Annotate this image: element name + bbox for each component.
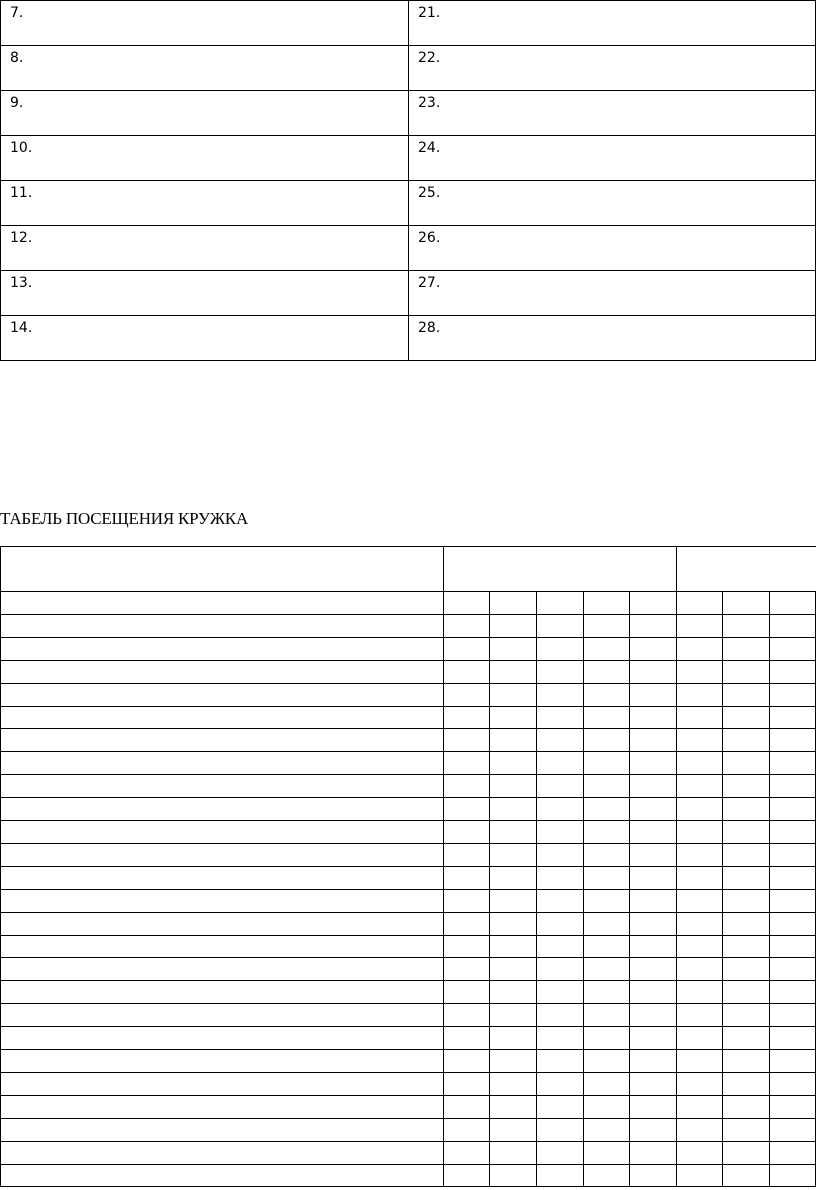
attendance-mark-cell[interactable] [676, 614, 722, 637]
attendance-mark-cell[interactable] [583, 728, 629, 751]
name-header-cell[interactable] [0, 546, 443, 591]
attendance-mark-cell[interactable] [629, 751, 676, 774]
attendance-mark-cell[interactable] [722, 706, 769, 728]
attendance-mark-cell[interactable] [722, 1141, 769, 1164]
attendance-mark-cell[interactable] [536, 935, 583, 957]
attendance-mark-cell[interactable] [769, 980, 815, 1003]
attendance-mark-cell[interactable] [722, 957, 769, 980]
attendance-mark-cell[interactable] [583, 912, 629, 935]
attendance-mark-cell[interactable] [676, 660, 722, 683]
attendance-mark-cell[interactable] [676, 820, 722, 843]
attendance-mark-cell[interactable] [722, 1095, 769, 1118]
attendance-title: ТАБЕЛЬ ПОСЕЩЕНИЯ КРУЖКА [0, 509, 249, 528]
attendance-mark-cell[interactable] [676, 751, 722, 774]
attendance-mark-cell[interactable] [536, 1003, 583, 1026]
attendance-mark-cell[interactable] [769, 728, 815, 751]
attendance-mark-cell[interactable] [536, 1072, 583, 1095]
student-name-cell[interactable] [0, 889, 443, 912]
attendance-mark-cell[interactable] [676, 980, 722, 1003]
attendance-mark-cell[interactable] [583, 1095, 629, 1118]
attendance-mark-cell[interactable] [536, 1095, 583, 1118]
attendance-mark-cell[interactable] [536, 637, 583, 660]
list-number-cell[interactable]: 23. [418, 95, 441, 111]
attendance-mark-cell[interactable] [583, 980, 629, 1003]
attendance-mark-cell[interactable] [536, 1026, 583, 1049]
student-name-cell[interactable] [0, 774, 443, 797]
attendance-mark-cell[interactable] [629, 820, 676, 843]
attendance-mark-cell[interactable] [676, 1118, 722, 1141]
attendance-mark-cell[interactable] [443, 1141, 489, 1164]
student-name-cell[interactable] [0, 866, 443, 889]
student-name-cell[interactable] [0, 1118, 443, 1141]
attendance-mark-cell[interactable] [722, 591, 769, 614]
grid-rule [0, 1186, 816, 1187]
attendance-mark-cell[interactable] [769, 614, 815, 637]
student-name-cell[interactable] [0, 1026, 443, 1049]
attendance-mark-cell[interactable] [629, 591, 676, 614]
attendance-mark-cell[interactable] [583, 1141, 629, 1164]
attendance-mark-cell[interactable] [583, 1072, 629, 1095]
attendance-mark-cell[interactable] [722, 1003, 769, 1026]
attendance-mark-cell[interactable] [536, 797, 583, 820]
attendance-mark-cell[interactable] [443, 1095, 489, 1118]
attendance-mark-cell[interactable] [489, 1141, 536, 1164]
attendance-mark-cell[interactable] [629, 1026, 676, 1049]
attendance-mark-cell[interactable] [489, 912, 536, 935]
attendance-mark-cell[interactable] [769, 1118, 815, 1141]
attendance-mark-cell[interactable] [676, 728, 722, 751]
attendance-mark-cell[interactable] [769, 843, 815, 866]
attendance-mark-cell[interactable] [583, 1026, 629, 1049]
attendance-mark-cell[interactable] [536, 1049, 583, 1072]
student-name-cell[interactable] [0, 820, 443, 843]
attendance-mark-cell[interactable] [583, 866, 629, 889]
attendance-mark-cell[interactable] [443, 843, 489, 866]
attendance-mark-cell[interactable] [489, 706, 536, 728]
attendance-mark-cell[interactable] [443, 591, 489, 614]
attendance-mark-cell[interactable] [583, 1003, 629, 1026]
student-name-cell[interactable] [0, 591, 443, 614]
attendance-mark-cell[interactable] [676, 683, 722, 706]
attendance-mark-cell[interactable] [583, 637, 629, 660]
attendance-mark-cell[interactable] [676, 797, 722, 820]
list-number-cell[interactable]: 8. [10, 50, 24, 66]
attendance-mark-cell[interactable] [489, 935, 536, 957]
attendance-mark-cell[interactable] [583, 591, 629, 614]
attendance-mark-cell[interactable] [722, 843, 769, 866]
student-name-cell[interactable] [0, 980, 443, 1003]
attendance-mark-cell[interactable] [443, 866, 489, 889]
attendance-mark-cell[interactable] [536, 751, 583, 774]
attendance-mark-cell[interactable] [769, 1095, 815, 1118]
attendance-mark-cell[interactable] [629, 660, 676, 683]
attendance-mark-cell[interactable] [443, 935, 489, 957]
attendance-mark-cell[interactable] [769, 751, 815, 774]
attendance-mark-cell[interactable] [489, 980, 536, 1003]
attendance-mark-cell[interactable] [443, 614, 489, 637]
attendance-mark-cell[interactable] [489, 843, 536, 866]
attendance-mark-cell[interactable] [676, 637, 722, 660]
attendance-mark-cell[interactable] [676, 889, 722, 912]
attendance-mark-cell[interactable] [489, 774, 536, 797]
attendance-mark-cell[interactable] [583, 774, 629, 797]
attendance-mark-cell[interactable] [676, 912, 722, 935]
attendance-mark-cell[interactable] [443, 751, 489, 774]
attendance-mark-cell[interactable] [769, 866, 815, 889]
attendance-mark-cell[interactable] [722, 797, 769, 820]
attendance-mark-cell[interactable] [443, 889, 489, 912]
attendance-mark-cell[interactable] [536, 889, 583, 912]
student-name-cell[interactable] [0, 637, 443, 660]
attendance-mark-cell[interactable] [629, 1118, 676, 1141]
attendance-mark-cell[interactable] [536, 660, 583, 683]
attendance-mark-cell[interactable] [489, 1072, 536, 1095]
student-name-cell[interactable] [0, 1049, 443, 1072]
attendance-mark-cell[interactable] [536, 1141, 583, 1164]
attendance-mark-cell[interactable] [722, 1118, 769, 1141]
attendance-mark-cell[interactable] [536, 683, 583, 706]
attendance-mark-cell[interactable] [676, 957, 722, 980]
student-name-cell[interactable] [0, 683, 443, 706]
attendance-mark-cell[interactable] [629, 957, 676, 980]
list-number-cell[interactable]: 11. [10, 185, 33, 201]
attendance-mark-cell[interactable] [629, 637, 676, 660]
attendance-mark-cell[interactable] [583, 1049, 629, 1072]
attendance-mark-cell[interactable] [676, 935, 722, 957]
attendance-mark-cell[interactable] [722, 683, 769, 706]
attendance-mark-cell[interactable] [769, 637, 815, 660]
attendance-mark-cell[interactable] [443, 728, 489, 751]
attendance-mark-cell[interactable] [443, 683, 489, 706]
attendance-mark-cell[interactable] [769, 912, 815, 935]
attendance-mark-cell[interactable] [676, 706, 722, 728]
attendance-mark-cell[interactable] [629, 728, 676, 751]
date-group-header-cell[interactable] [676, 546, 816, 591]
attendance-table [0, 546, 816, 1190]
attendance-mark-cell[interactable] [536, 866, 583, 889]
attendance-mark-cell[interactable] [489, 866, 536, 889]
attendance-mark-cell[interactable] [722, 774, 769, 797]
attendance-mark-cell[interactable] [629, 935, 676, 957]
list-number-cell[interactable]: 9. [10, 95, 24, 111]
student-name-cell[interactable] [0, 728, 443, 751]
student-name-cell[interactable] [0, 1141, 443, 1164]
attendance-mark-cell[interactable] [536, 728, 583, 751]
attendance-mark-cell[interactable] [722, 1026, 769, 1049]
attendance-mark-cell[interactable] [583, 843, 629, 866]
attendance-mark-cell[interactable] [629, 774, 676, 797]
student-name-cell[interactable] [0, 935, 443, 957]
attendance-mark-cell[interactable] [489, 1049, 536, 1072]
attendance-mark-cell[interactable] [583, 614, 629, 637]
list-number-cell[interactable]: 10. [10, 140, 33, 156]
attendance-mark-cell[interactable] [443, 706, 489, 728]
attendance-mark-cell[interactable] [722, 980, 769, 1003]
attendance-mark-cell[interactable] [443, 797, 489, 820]
attendance-mark-cell[interactable] [583, 660, 629, 683]
student-name-cell[interactable] [0, 1072, 443, 1095]
attendance-mark-cell[interactable] [769, 1164, 815, 1186]
list-number-cell[interactable]: 26. [418, 230, 441, 246]
attendance-mark-cell[interactable] [443, 637, 489, 660]
student-name-cell[interactable] [0, 1003, 443, 1026]
student-name-cell[interactable] [0, 751, 443, 774]
list-number-cell[interactable]: 25. [418, 185, 441, 201]
student-name-cell[interactable] [0, 660, 443, 683]
attendance-mark-cell[interactable] [676, 843, 722, 866]
student-name-cell[interactable] [0, 957, 443, 980]
list-number-cell[interactable]: 28. [418, 320, 441, 336]
attendance-mark-cell[interactable] [489, 957, 536, 980]
attendance-mark-cell[interactable] [583, 957, 629, 980]
list-number-cell[interactable]: 14. [10, 320, 33, 336]
attendance-mark-cell[interactable] [722, 1072, 769, 1095]
attendance-mark-cell[interactable] [489, 751, 536, 774]
attendance-mark-cell[interactable] [769, 591, 815, 614]
attendance-mark-cell[interactable] [536, 706, 583, 728]
attendance-mark-cell[interactable] [629, 889, 676, 912]
attendance-mark-cell[interactable] [583, 706, 629, 728]
attendance-mark-cell[interactable] [489, 889, 536, 912]
attendance-mark-cell[interactable] [769, 797, 815, 820]
attendance-mark-cell[interactable] [489, 591, 536, 614]
attendance-mark-cell[interactable] [629, 1095, 676, 1118]
attendance-mark-cell[interactable] [489, 1026, 536, 1049]
attendance-mark-cell[interactable] [769, 1003, 815, 1026]
attendance-mark-cell[interactable] [722, 614, 769, 637]
attendance-mark-cell[interactable] [722, 660, 769, 683]
attendance-mark-cell[interactable] [722, 1164, 769, 1186]
attendance-mark-cell[interactable] [443, 820, 489, 843]
student-name-cell[interactable] [0, 706, 443, 728]
attendance-mark-cell[interactable] [536, 820, 583, 843]
list-number-cell[interactable]: 22. [418, 50, 441, 66]
attendance-mark-cell[interactable] [722, 866, 769, 889]
attendance-mark-cell[interactable] [583, 1118, 629, 1141]
attendance-mark-cell[interactable] [583, 683, 629, 706]
attendance-mark-cell[interactable] [769, 1072, 815, 1095]
attendance-mark-cell[interactable] [629, 843, 676, 866]
attendance-mark-cell[interactable] [443, 1003, 489, 1026]
attendance-mark-cell[interactable] [536, 614, 583, 637]
attendance-mark-cell[interactable] [676, 1003, 722, 1026]
attendance-mark-cell[interactable] [536, 980, 583, 1003]
attendance-mark-cell[interactable] [722, 889, 769, 912]
attendance-mark-cell[interactable] [583, 1164, 629, 1186]
attendance-mark-cell[interactable] [722, 912, 769, 935]
attendance-mark-cell[interactable] [722, 820, 769, 843]
attendance-mark-cell[interactable] [489, 1095, 536, 1118]
attendance-mark-cell[interactable] [769, 774, 815, 797]
attendance-mark-cell[interactable] [443, 912, 489, 935]
attendance-mark-cell[interactable] [583, 751, 629, 774]
attendance-mark-cell[interactable] [443, 1026, 489, 1049]
attendance-mark-cell[interactable] [583, 797, 629, 820]
attendance-mark-cell[interactable] [676, 774, 722, 797]
attendance-mark-cell[interactable] [769, 1049, 815, 1072]
attendance-mark-cell[interactable] [769, 957, 815, 980]
attendance-mark-cell[interactable] [769, 706, 815, 728]
attendance-mark-cell[interactable] [769, 660, 815, 683]
attendance-mark-cell[interactable] [629, 1049, 676, 1072]
attendance-mark-cell[interactable] [676, 1049, 722, 1072]
attendance-mark-cell[interactable] [629, 980, 676, 1003]
date-group-header-cell[interactable] [443, 546, 676, 591]
student-name-cell[interactable] [0, 614, 443, 637]
attendance-mark-cell[interactable] [489, 820, 536, 843]
attendance-mark-cell[interactable] [676, 1095, 722, 1118]
attendance-mark-cell[interactable] [489, 797, 536, 820]
list-number-cell[interactable]: 21. [418, 5, 441, 21]
attendance-mark-cell[interactable] [676, 1164, 722, 1186]
attendance-mark-cell[interactable] [722, 1049, 769, 1072]
attendance-mark-cell[interactable] [769, 683, 815, 706]
attendance-mark-cell[interactable] [583, 820, 629, 843]
attendance-mark-cell[interactable] [489, 1118, 536, 1141]
attendance-mark-cell[interactable] [536, 1164, 583, 1186]
attendance-mark-cell[interactable] [489, 614, 536, 637]
attendance-mark-cell[interactable] [769, 820, 815, 843]
attendance-mark-cell[interactable] [629, 614, 676, 637]
attendance-mark-cell[interactable] [722, 637, 769, 660]
list-number-cell[interactable]: 7. [10, 5, 24, 21]
attendance-mark-cell[interactable] [722, 728, 769, 751]
attendance-mark-cell[interactable] [536, 591, 583, 614]
attendance-mark-cell[interactable] [443, 774, 489, 797]
student-name-cell[interactable] [0, 1095, 443, 1118]
attendance-mark-cell[interactable] [769, 889, 815, 912]
attendance-mark-cell[interactable] [443, 660, 489, 683]
attendance-mark-cell[interactable] [629, 1164, 676, 1186]
list-number-cell[interactable]: 24. [418, 140, 441, 156]
attendance-mark-cell[interactable] [676, 866, 722, 889]
attendance-mark-cell[interactable] [676, 1072, 722, 1095]
list-number-cell[interactable]: 13. [10, 275, 33, 291]
attendance-mark-cell[interactable] [536, 843, 583, 866]
attendance-mark-cell[interactable] [489, 660, 536, 683]
attendance-mark-cell[interactable] [769, 935, 815, 957]
attendance-mark-cell[interactable] [443, 1049, 489, 1072]
attendance-mark-cell[interactable] [629, 866, 676, 889]
attendance-mark-cell[interactable] [536, 774, 583, 797]
attendance-mark-cell[interactable] [536, 957, 583, 980]
attendance-mark-cell[interactable] [722, 935, 769, 957]
list-number-cell[interactable]: 27. [418, 275, 441, 291]
attendance-mark-cell[interactable] [536, 1118, 583, 1141]
attendance-mark-cell[interactable] [443, 980, 489, 1003]
attendance-mark-cell[interactable] [489, 1003, 536, 1026]
attendance-mark-cell[interactable] [489, 637, 536, 660]
attendance-mark-cell[interactable] [629, 1072, 676, 1095]
attendance-mark-cell[interactable] [722, 751, 769, 774]
numbered-list-table [0, 0, 816, 361]
attendance-mark-cell[interactable] [629, 1141, 676, 1164]
attendance-mark-cell[interactable] [489, 728, 536, 751]
attendance-mark-cell[interactable] [629, 797, 676, 820]
attendance-mark-cell[interactable] [583, 889, 629, 912]
student-name-cell[interactable] [0, 797, 443, 820]
attendance-mark-cell[interactable] [676, 1026, 722, 1049]
student-name-cell[interactable] [0, 912, 443, 935]
attendance-mark-cell[interactable] [676, 1141, 722, 1164]
attendance-mark-cell[interactable] [769, 1026, 815, 1049]
attendance-mark-cell[interactable] [443, 1118, 489, 1141]
attendance-mark-cell[interactable] [489, 1164, 536, 1186]
attendance-mark-cell[interactable] [769, 1141, 815, 1164]
attendance-mark-cell[interactable] [629, 1003, 676, 1026]
attendance-mark-cell[interactable] [583, 935, 629, 957]
attendance-mark-cell[interactable] [629, 683, 676, 706]
attendance-mark-cell[interactable] [676, 591, 722, 614]
attendance-mark-cell[interactable] [443, 1072, 489, 1095]
attendance-mark-cell[interactable] [629, 912, 676, 935]
list-number-cell[interactable]: 12. [10, 230, 33, 246]
attendance-mark-cell[interactable] [489, 683, 536, 706]
attendance-mark-cell[interactable] [629, 706, 676, 728]
attendance-mark-cell[interactable] [443, 1164, 489, 1186]
attendance-mark-cell[interactable] [443, 957, 489, 980]
attendance-mark-cell[interactable] [536, 912, 583, 935]
student-name-cell[interactable] [0, 843, 443, 866]
student-name-cell[interactable] [0, 1164, 443, 1186]
